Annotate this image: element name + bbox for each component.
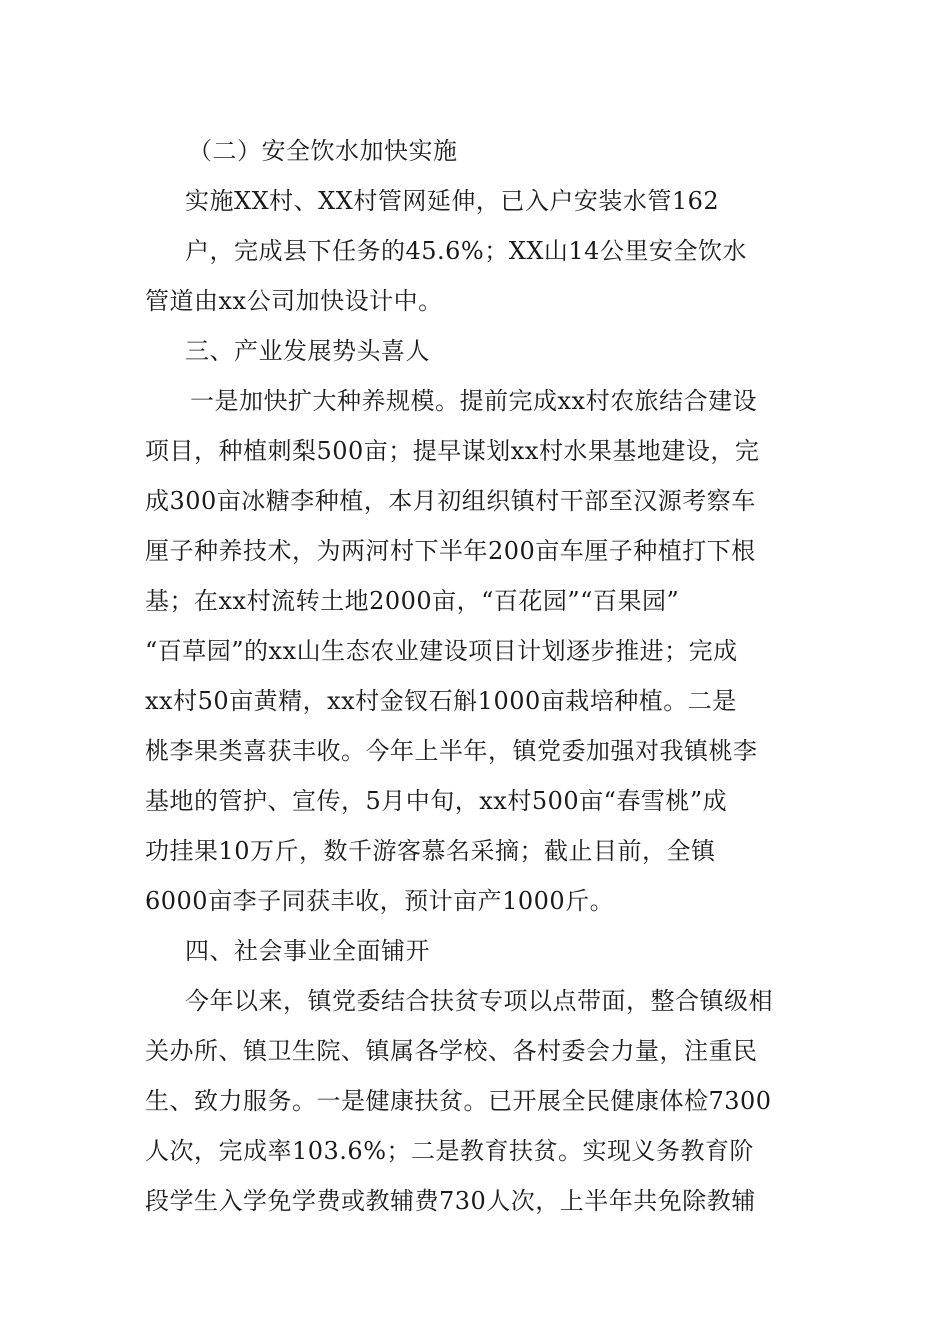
paragraph-line: 人次，完成率103.6%；二是教育扶贫。实现义务教育阶 [145,1137,755,1165]
paragraph-line: 实施XX村、XX村管网延伸，已入户安装水管162 [185,187,720,215]
section-heading-social-affairs: 四、社会事业全面铺开 [185,937,430,965]
paragraph-line: 成300亩冰糖李种植，本月初组织镇村干部至汉源考察车 [145,487,756,515]
paragraph-line: 项目，种植刺梨500亩；提早谋划xx村水果基地建设，完 [145,437,760,465]
paragraph-line: 基地的管护、宣传，5月中旬，xx村500亩“春雪桃”成 [145,787,728,815]
paragraph-line: 关办所、镇卫生院、镇属各学校、各村委会力量，注重民 [145,1037,758,1065]
paragraph-line: 管道由xx公司加快设计中。 [145,287,443,315]
section-heading-industry: 三、产业发展势头喜人 [185,337,430,365]
paragraph-line: 6000亩李子同获丰收，预计亩产1000斤。 [145,887,615,915]
paragraph-line: 今年以来，镇党委结合扶贫专项以点带面，整合镇级相 [185,987,773,1015]
paragraph-line: 段学生入学免学费或教辅费730人次，上半年共免除教辅 [145,1187,756,1215]
paragraph-line: 生、致力服务。一是健康扶贫。已开展全民健康体检7300 [145,1087,772,1115]
paragraph-line: 桃李果类喜获丰收。今年上半年，镇党委加强对我镇桃李 [145,737,758,765]
subheading-safe-drinking-water: （二）安全饮水加快实施 [188,137,458,165]
paragraph-line: xx村50亩黄精，xx村金钗石斛1000亩栽培种植。二是 [145,687,737,715]
paragraph-line: 一是加快扩大种养规模。提前完成xx村农旅结合建设 [190,387,758,415]
paragraph-line: 基；在xx村流转土地2000亩，“百花园”“百果园” [145,587,680,615]
paragraph-line: “百草园”的xx山生态农业建设项目计划逐步推进；完成 [145,637,738,665]
paragraph-line: 厘子种养技术，为两河村下半年200亩车厘子种植打下根 [145,537,756,565]
paragraph-line: 功挂果10万斤，数千游客慕名采摘；截止目前，全镇 [145,837,716,865]
paragraph-line: 户，完成县下任务的45.6%；XX山14公里安全饮水 [185,237,747,265]
